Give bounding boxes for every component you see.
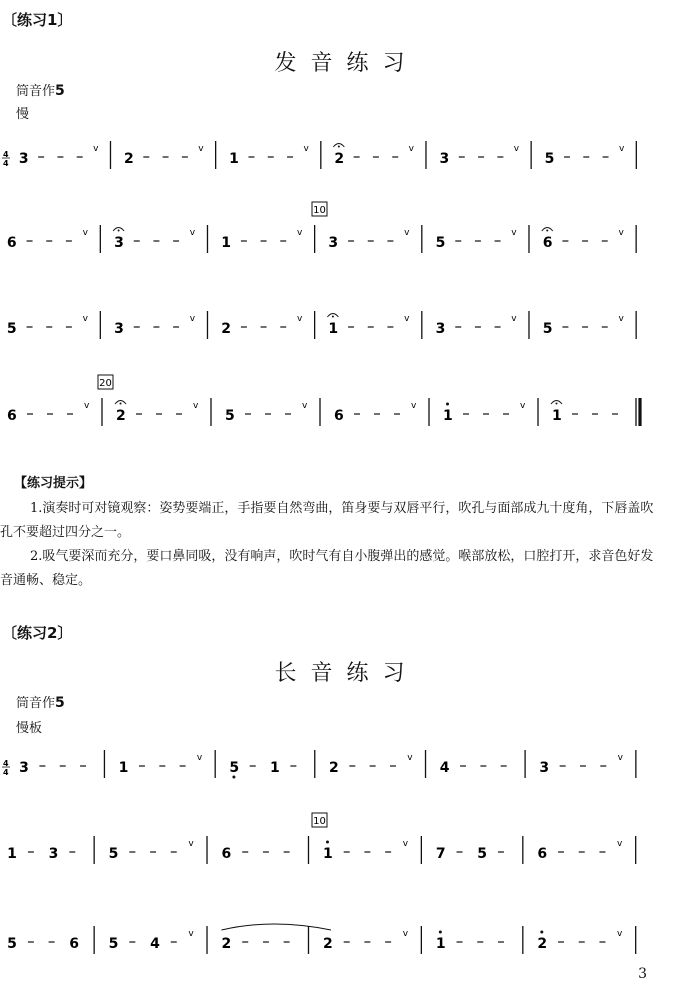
note: 5 xyxy=(225,408,235,424)
note: 5 xyxy=(108,936,119,952)
breath-mark: v xyxy=(618,228,624,238)
note: 2 xyxy=(221,936,232,952)
breath-mark: v xyxy=(303,144,309,154)
note: 1 xyxy=(270,760,280,776)
page-number: 3 xyxy=(638,966,647,982)
breath-mark: v xyxy=(511,314,517,324)
breath-mark: v xyxy=(617,839,623,849)
exercise1-title: 发音练习 xyxy=(274,51,419,76)
breath-mark: v xyxy=(302,401,308,411)
breath-mark: v xyxy=(84,401,90,411)
breath-mark: v xyxy=(511,228,517,238)
time-sig-bottom: 4 xyxy=(3,768,9,777)
note: 6 xyxy=(6,235,17,251)
note: 2 xyxy=(116,408,126,424)
tie-icon xyxy=(222,924,331,930)
key-label: 筒音作 xyxy=(16,696,56,711)
breath-mark: v xyxy=(402,839,409,849)
breath-mark: v xyxy=(189,228,196,238)
breath-mark: v xyxy=(93,144,99,154)
note: 2 xyxy=(537,936,548,952)
note: 6 xyxy=(7,408,17,424)
note: 3 xyxy=(19,760,29,776)
note: 3 xyxy=(539,760,550,776)
exercise2-tempo: 慢板 xyxy=(16,721,43,736)
note: 1 xyxy=(118,760,129,776)
note: 2 xyxy=(123,151,134,167)
exercise1-label: 〔练习1〕 xyxy=(2,11,73,29)
note: 1 xyxy=(221,235,231,251)
key-label: 筒音作 xyxy=(16,84,56,99)
note: 2 xyxy=(322,936,333,952)
note: 2 xyxy=(221,321,231,337)
time-sig-bottom: 4 xyxy=(3,159,9,168)
exercise2-label: 〔练习2〕 xyxy=(2,624,73,642)
note: 6 xyxy=(537,846,548,862)
time-sig-top: 4 xyxy=(3,150,9,159)
note: 6 xyxy=(542,235,553,251)
breath-mark: v xyxy=(82,228,88,238)
note: 1 xyxy=(7,846,17,862)
breath-mark: v xyxy=(617,753,623,763)
breath-mark: v xyxy=(618,144,625,154)
low-octave-dot xyxy=(232,776,235,779)
note: 2 xyxy=(328,760,339,776)
breath-mark: v xyxy=(407,753,413,763)
note: 3 xyxy=(48,846,59,862)
breath-mark: v xyxy=(618,314,624,324)
note: 4 xyxy=(439,760,450,776)
breath-mark: v xyxy=(411,401,417,411)
breath-mark: v xyxy=(296,228,303,238)
exercise1-tempo: 慢 xyxy=(16,107,30,122)
breath-mark: v xyxy=(188,839,194,849)
note: 3 xyxy=(435,321,446,337)
note: 5 xyxy=(435,235,446,251)
note: 1 xyxy=(552,408,562,424)
note: 2 xyxy=(334,151,345,167)
breath-mark: v xyxy=(513,144,520,154)
breath-mark: v xyxy=(296,314,303,324)
breath-mark: v xyxy=(198,144,204,154)
note: 3 xyxy=(18,151,29,167)
note: 6 xyxy=(221,846,232,862)
note: 5 xyxy=(6,321,17,337)
high-octave-dot xyxy=(439,931,442,934)
breath-mark: v xyxy=(520,401,526,411)
note: 6 xyxy=(69,936,80,952)
breath-mark: v xyxy=(402,929,409,939)
breath-mark: v xyxy=(189,314,196,324)
note: 5 xyxy=(108,846,119,862)
note: 1 xyxy=(443,408,453,424)
note: 6 xyxy=(334,408,344,424)
breath-mark: v xyxy=(404,314,410,324)
key-note: 5 xyxy=(55,695,65,711)
note: 5 xyxy=(7,936,17,952)
note: 1 xyxy=(328,321,339,337)
breath-mark: v xyxy=(188,929,194,939)
note: 3 xyxy=(114,235,124,251)
breath-mark: v xyxy=(193,401,199,411)
note: 7 xyxy=(435,846,446,862)
time-sig-top: 4 xyxy=(3,759,9,768)
note: 1 xyxy=(435,936,446,952)
rehearsal-number: 10 xyxy=(313,816,326,827)
note: 1 xyxy=(229,151,239,167)
note: 5 xyxy=(542,321,553,337)
exercise2-title: 长音练习 xyxy=(274,661,419,686)
note: 3 xyxy=(439,151,450,167)
note: 3 xyxy=(328,235,339,251)
high-octave-dot xyxy=(540,931,543,934)
rehearsal-number: 10 xyxy=(313,205,326,216)
note: 4 xyxy=(150,936,160,952)
tip-item-2: 2.吸气要深而充分，要口鼻同吸，没有响声，吹时气有自小腹弹出的感觉。喉部放松，口腔打开，求音色好发音通畅、稳定。 xyxy=(0,549,654,588)
note: 5 xyxy=(229,760,240,776)
note: 3 xyxy=(114,321,124,337)
tips-heading: 【练习提示】 xyxy=(14,476,93,491)
tip-item-1: 1.演奏时可对镜观察：姿势要端正，手指要自然弯曲，笛身要与双唇平行，吹孔与面部成九十度角，下唇盖吹孔不要超过四分之一。 xyxy=(0,501,654,540)
note: 5 xyxy=(477,846,488,862)
breath-mark: v xyxy=(408,144,414,154)
note: 1 xyxy=(322,846,333,862)
breath-mark: v xyxy=(82,314,88,324)
rehearsal-number: 20 xyxy=(99,378,112,389)
high-octave-dot xyxy=(326,841,329,844)
breath-mark: v xyxy=(196,753,203,763)
key-note: 5 xyxy=(55,83,65,99)
note: 5 xyxy=(544,151,555,167)
breath-mark: v xyxy=(404,228,410,238)
breath-mark: v xyxy=(617,929,623,939)
